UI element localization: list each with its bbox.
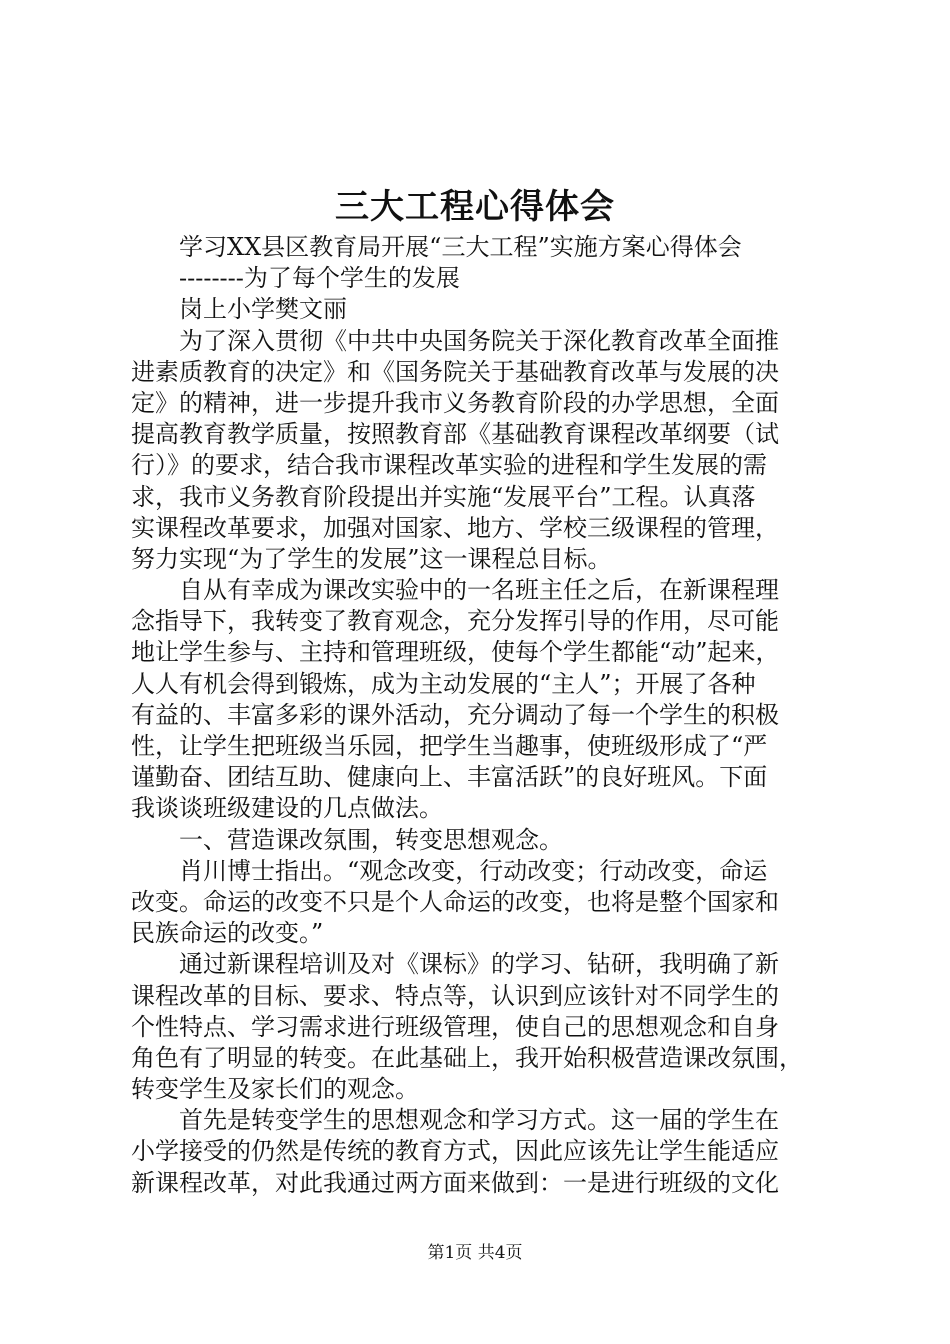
text-line: 人人有机会得到锻炼，成为主动发展的“主人”；开展了各种 — [131, 669, 756, 698]
text-line: 通过新课程培训及对《课标》的学习、钻研，我明确了新 — [179, 950, 779, 979]
text-line: 转变学生及家长们的观念。 — [131, 1075, 419, 1104]
text-line: 小学接受的仍然是传统的教育方式，因此应该先让学生能适应 — [131, 1137, 779, 1166]
page-footer: 第1页 共4页 — [427, 1243, 523, 1263]
text-line: 为了深入贯彻《中共中央国务院关于深化教育改革全面推 — [179, 326, 779, 355]
document-body — [131, 232, 835, 1199]
text-line: 我谈谈班级建设的几点做法。 — [131, 794, 443, 823]
text-line: 努力实现“为了学生的发展”这一课程总目标。 — [131, 544, 612, 573]
text-line: 课程改革的目标、要求、特点等，认识到应该针对不同学生的 — [131, 981, 779, 1010]
text-line: --------为了每个学生的发展 — [179, 264, 460, 293]
text-line: 提高教育教学质量，按照教育部《基础教育课程改革纲要（试 — [131, 420, 779, 449]
text-line: 肖川博士指出。“观念改变，行动改变；行动改变，命运 — [179, 856, 768, 885]
text-line: 性，让学生把班级当乐园，把学生当趣事，使班级形成了“严 — [131, 732, 768, 760]
text-line: 有益的、丰富多彩的课外活动，充分调动了每一个学生的积极 — [131, 700, 779, 729]
text-line: 自从有幸成为课改实验中的一名班主任之后，在新课程理 — [179, 576, 779, 605]
text-line: 求，我市义务教育阶段提出并实施“发展平台”工程。认真落 — [131, 482, 756, 511]
text-line: 一、营造课改氛围，转变思想观念。 — [179, 825, 563, 854]
text-line: 民族命运的改变。” — [131, 919, 324, 948]
text-line: 定》的精神，进一步提升我市义务教育阶段的办学思想，全面 — [131, 388, 779, 417]
text-line: 改变。命运的改变不只是个人命运的改变，也将是整个国家和 — [131, 887, 779, 916]
text-line: 行）》的要求，结合我市课程改革实验的进程和学生发展的需 — [131, 451, 767, 480]
text-line: 新课程改革，对此我通过两方面来做到：一是进行班级的文化 — [131, 1168, 779, 1197]
text-line: 谨勤奋、团结互助、健康向上、丰富活跃”的良好班风。下面 — [131, 763, 768, 792]
text-line: 实课程改革要求，加强对国家、地方、学校三级课程的管理， — [131, 513, 779, 542]
text-line: 念指导下，我转变了教育观念，充分发挥引导的作用，尽可能 — [131, 607, 779, 636]
text-line: 岗上小学樊文丽 — [179, 295, 347, 324]
text-line: 进素质教育的决定》和《国务院关于基础教育改革与发展的决 — [131, 357, 779, 386]
text-line: 地让学生参与、主持和管理班级，使每个学生都能“动”起来， — [131, 638, 780, 667]
text-line: 学习XX县区教育局开展“三大工程”实施方案心得体会 — [179, 233, 742, 261]
text-line: 个性特点、学习需求进行班级管理，使自己的思想观念和自身 — [131, 1012, 779, 1041]
text-line: 首先是转变学生的思想观念和学习方式。这一届的学生在 — [179, 1106, 779, 1135]
document-title: 三大工程心得体会 — [335, 187, 615, 227]
text-line: 角色有了明显的转变。在此基础上，我开始积极营造课改氛围， — [131, 1043, 803, 1072]
